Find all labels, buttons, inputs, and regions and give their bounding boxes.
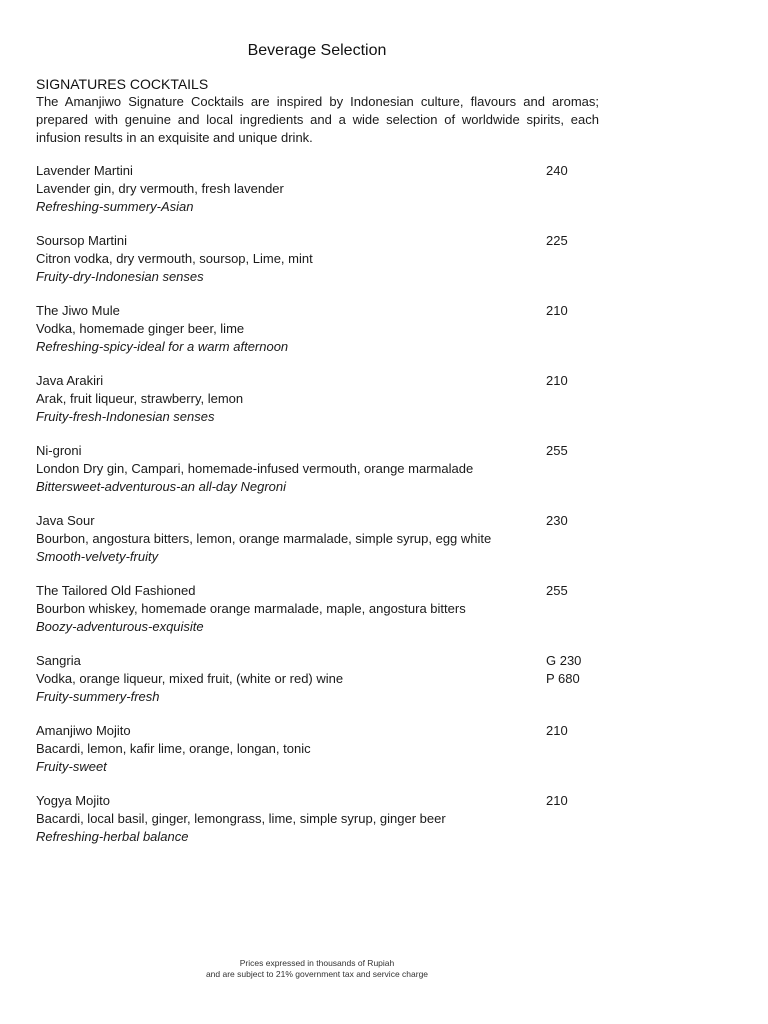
price-value: 230: [546, 513, 568, 528]
item-name: Soursop Martini: [36, 233, 128, 248]
item-ingredients: Arak, fruit liqueur, strawberry, lemon: [36, 391, 244, 406]
menu-item-jiwo-mule: [36, 302, 596, 372]
item-name: Yogya Mojito: [36, 793, 110, 808]
price-value: 210: [546, 723, 568, 738]
item-name: Java Sour: [36, 513, 95, 528]
item-price: [546, 302, 568, 320]
price-value: 240: [546, 163, 568, 178]
menu-item-tailored-old-fashioned: [36, 582, 596, 652]
item-tasting-note: Bittersweet-adventurous-an all-day Negroni: [36, 479, 287, 494]
menu-item-soursop-martini: [36, 232, 596, 302]
item-ingredients: Citron vodka, dry vermouth, soursop, Lime, mint: [36, 251, 313, 266]
page-title: Beverage Selection: [247, 42, 387, 59]
item-price: [546, 512, 568, 530]
item-tasting-note: Refreshing-spicy-ideal for a warm afternoon: [36, 339, 289, 354]
item-name: Lavender Martini: [36, 163, 133, 178]
menu-item-java-sour: [36, 512, 596, 582]
item-price: [546, 162, 568, 180]
item-ingredients: Lavender gin, dry vermouth, fresh lavender: [36, 181, 284, 196]
menu-item-sangria: [36, 652, 596, 722]
price-footnote: [0, 958, 634, 980]
menu-item-amanjiwo-mojito: [36, 722, 596, 792]
price-value: 255: [546, 443, 568, 458]
item-tasting-note: Fruity-summery-fresh: [36, 689, 160, 704]
item-tasting-note: Fruity-dry-Indonesian senses: [36, 269, 204, 284]
footnote-line-1: Prices expressed in thousands of Rupiah: [239, 958, 395, 968]
item-price: [546, 722, 568, 740]
item-tasting-note: Fruity-sweet: [36, 759, 107, 774]
item-ingredients: Bourbon whiskey, homemade orange marmalade, maple, angostura bitters: [36, 601, 466, 616]
price-glass: G 230: [546, 653, 582, 668]
item-name: Amanjiwo Mojito: [36, 723, 131, 738]
menu-item-java-arakiri: [36, 372, 596, 442]
item-price: [546, 582, 568, 600]
item-tasting-note: Boozy-adventurous-exquisite: [36, 619, 204, 634]
item-name: Java Arakiri: [36, 373, 104, 388]
item-tasting-note: Smooth-velvety-fruity: [36, 549, 159, 564]
item-price: [546, 442, 568, 460]
item-name: The Tailored Old Fashioned: [36, 583, 196, 598]
footnote-line-2: and are subject to 21% government tax and service charge: [205, 969, 429, 979]
item-tasting-note: Refreshing-herbal balance: [36, 829, 189, 844]
cocktail-list: [36, 162, 596, 862]
menu-item-yogya-mojito: [36, 792, 596, 862]
item-tasting-note: Fruity-fresh-Indonesian senses: [36, 409, 215, 424]
item-price: [546, 652, 581, 688]
price-value: 255: [546, 583, 568, 598]
item-tasting-note: Refreshing-summery-Asian: [36, 199, 194, 214]
section-heading: SIGNATURES COCKTAILS: [36, 76, 209, 92]
section-intro: The Amanjiwo Signature Cocktails are inspired by Indonesian culture, flavours and aromas; prepared with genuine and local ingredients and a wide selection of worldwide spirits, each infusion results in an exquisite and unique drink.: [36, 94, 599, 145]
menu-item-lavender-martini: [36, 162, 596, 232]
item-price: [546, 232, 568, 250]
item-name: Sangria: [36, 653, 81, 668]
item-ingredients: Bacardi, local basil, ginger, lemongrass, lime, simple syrup, ginger beer: [36, 811, 446, 826]
item-ingredients: Vodka, orange liqueur, mixed fruit, (white or red) wine: [36, 671, 344, 686]
item-ingredients: Bourbon, angostura bitters, lemon, orange marmalade, simple syrup, egg white: [36, 531, 492, 546]
item-price: [546, 372, 568, 390]
item-ingredients: Bacardi, lemon, kafir lime, orange, longan, tonic: [36, 741, 311, 756]
price-value: 210: [546, 303, 568, 318]
menu-item-ni-groni: [36, 442, 596, 512]
price-value: 210: [546, 373, 568, 388]
price-value: 210: [546, 793, 568, 808]
price-value: 225: [546, 233, 568, 248]
item-name: Ni-groni: [36, 443, 82, 458]
item-ingredients: London Dry gin, Campari, homemade-infused vermouth, orange marmalade: [36, 461, 474, 476]
price-pitcher: P 680: [546, 671, 580, 686]
item-ingredients: Vodka, homemade ginger beer, lime: [36, 321, 245, 336]
item-name: The Jiwo Mule: [36, 303, 120, 318]
item-price: [546, 792, 568, 810]
